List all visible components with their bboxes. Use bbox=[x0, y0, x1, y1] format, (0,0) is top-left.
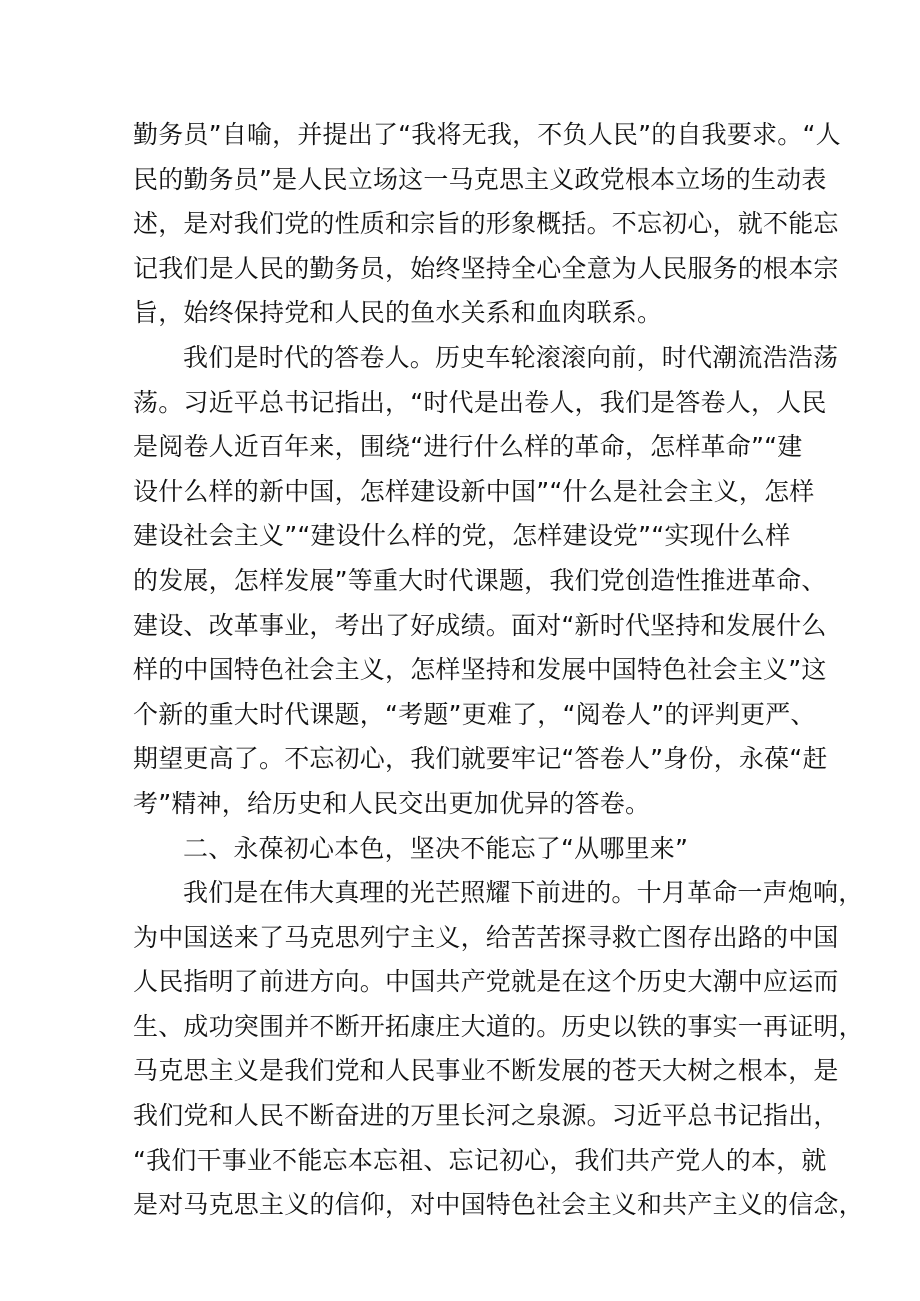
text-line: 生、成功突围并不断开拓康庄大道的。历史以铁的事实一再证明， bbox=[133, 1011, 864, 1041]
text-line: 述，是对我们党的性质和宗旨的形象概括。不忘初心，就不能忘 bbox=[133, 209, 839, 239]
text-line: 人民指明了前进方向。中国共产党就是在这个历史大潮中应运而 bbox=[133, 967, 839, 997]
section-heading: 二、永葆初心本色，坚决不能忘了“从哪里来” bbox=[183, 833, 689, 863]
text-line: 我们是时代的答卷人。历史车轮滚滚向前，时代潮流浩浩荡 bbox=[183, 342, 839, 372]
text-line: “我们干事业不能忘本忘祖、忘记初心，我们共产党人的本，就 bbox=[133, 1145, 827, 1175]
text-line: 样的中国特色社会主义，怎样坚持和发展中国特色社会主义”这 bbox=[133, 655, 827, 685]
text-line: 的发展，怎样发展”等重大时代课题，我们党创造性推进革命、 bbox=[133, 565, 827, 595]
text-line: 建设社会主义”“建设什么样的党，怎样建设党”“实现什么样 bbox=[133, 521, 791, 551]
text-line: 期望更高了。不忘初心，我们就要牢记“答卷人”身份，永葆“赶 bbox=[133, 744, 828, 774]
text-line: 记我们是人民的勤务员，始终坚持全心全意为人民服务的根本宗 bbox=[133, 253, 839, 283]
text-line: 建设、改革事业，考出了好成绩。面对“新时代坚持和发展什么 bbox=[133, 610, 827, 640]
text-line: 我们党和人民不断奋进的万里长河之泉源。习近平总书记指出， bbox=[133, 1101, 839, 1131]
text-line: 勤务员”自喻，并提出了“我将无我，不负人民”的自我要求。“人 bbox=[133, 120, 841, 149]
text-line: 考”精神，给历史和人民交出更加优异的答卷。 bbox=[133, 788, 651, 818]
body-text bbox=[133, 113, 864, 1228]
text-line: 个新的重大时代课题，“考题”更难了，“阅卷人”的评判更严、 bbox=[133, 699, 816, 729]
text-line: 民的勤务员”是人民立场这一马克思主义政党根本立场的生动表 bbox=[133, 164, 827, 194]
text-line: 我们是在伟大真理的光芒照耀下前进的。十月革命一声炮响， bbox=[183, 878, 864, 908]
text-line: 马克思主义是我们党和人民事业不断发展的苍天大树之根本，是 bbox=[133, 1056, 839, 1086]
text-line: 荡。习近平总书记指出，“时代是出卷人，我们是答卷人，人民 bbox=[133, 387, 827, 417]
text-line: 为中国送来了马克思列宁主义，给苦苦探寻救亡图存出路的中国 bbox=[133, 922, 839, 952]
text-line: 旨，始终保持党和人民的鱼水关系和血肉联系。 bbox=[133, 298, 663, 328]
text-line: 是阅卷人近百年来，围绕“进行什么样的革命，怎样革命”“建 bbox=[133, 432, 803, 462]
text-line: 设什么样的新中国，怎样建设新中国”“什么是社会主义，怎样 bbox=[133, 476, 815, 506]
text-line: 是对马克思主义的信仰，对中国特色社会主义和共产主义的信念， bbox=[133, 1190, 864, 1220]
